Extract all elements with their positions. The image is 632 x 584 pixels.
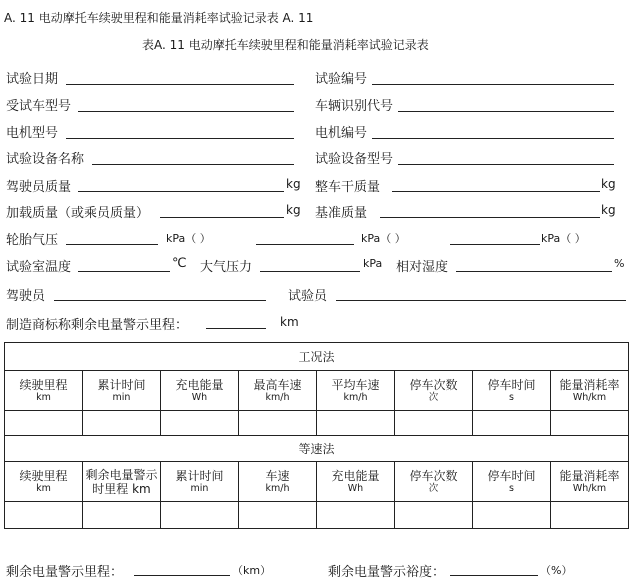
column-header: 充电能量 Wh	[161, 371, 239, 411]
test-date-label: 试验日期	[6, 72, 59, 87]
table-cell[interactable]	[83, 502, 161, 529]
column-header: 车速 km/h	[239, 462, 317, 502]
table-cell[interactable]	[395, 502, 473, 529]
room-temp-field[interactable]	[78, 271, 170, 272]
table-cell[interactable]	[395, 411, 473, 436]
vehicle-model-field[interactable]	[78, 111, 294, 112]
rated-warning-range-field[interactable]	[206, 328, 266, 329]
table-row	[5, 502, 629, 529]
rated-warning-range-unit: km	[280, 315, 299, 329]
humidity-label: 相对湿度	[396, 260, 449, 275]
table-row	[5, 411, 629, 436]
column-header: 停车时间 s	[473, 371, 551, 411]
table-cell[interactable]	[239, 502, 317, 529]
tire-pressure-label: 轮胎气压	[6, 233, 59, 248]
equipment-model-label: 试验设备型号	[315, 152, 394, 167]
reference-mass-label: 基准质量	[315, 206, 368, 221]
warning-margin-label: 剩余电量警示裕度：	[328, 565, 446, 580]
motor-number-label: 电机编号	[315, 126, 368, 141]
humidity-field[interactable]	[456, 271, 612, 272]
table-cell[interactable]	[5, 411, 83, 436]
warning-range-unit: （km）	[232, 564, 272, 577]
tire-pressure-unit-3: kPa（ ）	[541, 232, 586, 245]
table-cell[interactable]	[239, 411, 317, 436]
column-header: 续驶里程 km	[5, 371, 83, 411]
condition-method-table	[4, 342, 629, 529]
vin-label: 车辆识别代号	[315, 99, 394, 114]
motor-number-field[interactable]	[372, 138, 614, 139]
table-cell[interactable]	[317, 411, 395, 436]
room-temp-unit: ℃	[172, 256, 187, 271]
vin-field[interactable]	[398, 111, 614, 112]
test-number-field[interactable]	[372, 84, 614, 85]
motor-model-label: 电机型号	[6, 126, 59, 141]
column-header: 停车时间 s	[473, 462, 551, 502]
driver-field[interactable]	[54, 300, 266, 301]
load-mass-field[interactable]	[160, 217, 284, 218]
column-header: 充电能量 Wh	[317, 462, 395, 502]
curb-mass-unit: kg	[601, 177, 616, 191]
motor-model-field[interactable]	[66, 138, 294, 139]
driver-mass-label: 驾驶员质量	[6, 180, 72, 195]
equipment-name-field[interactable]	[92, 164, 294, 165]
table-cell[interactable]	[5, 502, 83, 529]
table-cell[interactable]	[161, 502, 239, 529]
condition-method-title: 工况法	[5, 343, 629, 371]
load-mass-unit: kg	[286, 203, 301, 217]
constant-speed-method-title: 等速法	[5, 436, 629, 462]
driver-mass-unit: kg	[286, 177, 301, 191]
rated-warning-range-label: 制造商标称剩余电量警示里程：	[6, 318, 189, 333]
test-number-label: 试验编号	[315, 72, 368, 87]
curb-mass-field[interactable]	[392, 191, 600, 192]
tester-field[interactable]	[336, 300, 626, 301]
atm-pressure-field[interactable]	[260, 271, 360, 272]
load-mass-label: 加载质量（或乘员质量）	[6, 206, 150, 221]
driver-label: 驾驶员	[6, 289, 46, 304]
tester-label: 试验员	[288, 289, 328, 304]
table-cell[interactable]	[473, 411, 551, 436]
column-header: 剩余电量警示 时里程 km	[83, 462, 161, 502]
table-cell[interactable]	[317, 502, 395, 529]
table-cell[interactable]	[83, 411, 161, 436]
column-header: 停车次数 次	[395, 462, 473, 502]
test-date-field[interactable]	[66, 84, 294, 85]
constant-header-row	[5, 462, 629, 502]
tire-pressure-unit-2: kPa（ ）	[361, 232, 406, 245]
warning-range-label: 剩余电量警示里程：	[6, 565, 124, 580]
column-header: 最高车速 km/h	[239, 371, 317, 411]
section-code-heading: A. 11 电动摩托车续驶里程和能量消耗率试验记录表 A. 11	[4, 11, 314, 25]
table-cell[interactable]	[551, 411, 629, 436]
column-header: 停车次数 次	[395, 371, 473, 411]
table-title: 表A. 11 电动摩托车续驶里程和能量消耗率试验记录表	[142, 38, 429, 52]
warning-margin-field[interactable]	[450, 575, 538, 576]
column-header: 平均车速 km/h	[317, 371, 395, 411]
tire-pressure-field-3[interactable]	[450, 244, 540, 245]
room-temp-label: 试验室温度	[6, 260, 72, 275]
atm-pressure-unit: kPa	[363, 257, 383, 270]
tire-pressure-field-1[interactable]	[66, 244, 158, 245]
curb-mass-label: 整车干质量	[315, 180, 381, 195]
tire-pressure-unit-1: kPa（ ）	[166, 232, 211, 245]
driver-mass-field[interactable]	[78, 191, 284, 192]
column-header: 续驶里程 km	[5, 462, 83, 502]
vehicle-model-label: 受试车型号	[6, 99, 72, 114]
table-cell[interactable]	[473, 502, 551, 529]
column-header: 能量消耗率 Wh/km	[551, 371, 629, 411]
table-cell[interactable]	[161, 411, 239, 436]
table-cell[interactable]	[551, 502, 629, 529]
equipment-model-field[interactable]	[398, 164, 614, 165]
reference-mass-field[interactable]	[380, 217, 600, 218]
equipment-name-label: 试验设备名称	[6, 152, 85, 167]
tire-pressure-field-2[interactable]	[256, 244, 354, 245]
warning-range-field[interactable]	[134, 575, 230, 576]
warning-margin-unit: （%）	[540, 564, 573, 577]
humidity-unit: %	[614, 257, 625, 270]
condition-header-row	[5, 371, 629, 411]
reference-mass-unit: kg	[601, 203, 616, 217]
atm-pressure-label: 大气压力	[200, 260, 253, 275]
column-header: 能量消耗率 Wh/km	[551, 462, 629, 502]
column-header: 累计时间 min	[161, 462, 239, 502]
column-header: 累计时间 min	[83, 371, 161, 411]
